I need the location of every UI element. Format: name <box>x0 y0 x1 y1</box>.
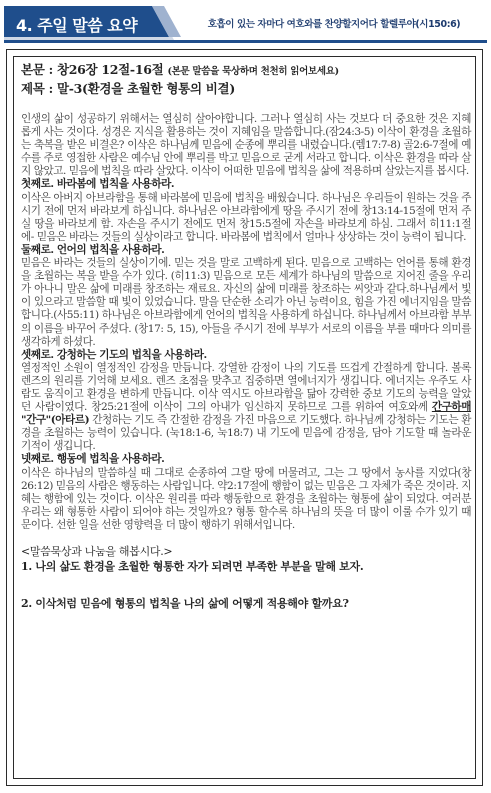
scripture-line <box>21 61 471 80</box>
keyword-ganguhamae: 간구하매 <box>431 401 471 414</box>
section-title: 4. 주일 말씀 요약 <box>16 16 138 35</box>
scripture-note: (본문 말씀을 묵상하며 천천히 읽어보세요) <box>167 66 339 77</box>
header-verse: 호흡이 있는 자마다 여호와를 찬양할지어다 할렐루야(시150:6) <box>207 19 461 30</box>
header-underline <box>4 40 487 43</box>
sermon-body <box>21 113 471 532</box>
section-4-heading: 넷째로. 행동에 법칙을 사용하라. <box>21 453 165 466</box>
section-1-text: 이삭은 아버지 아브라함을 통해 바라봄에 믿음에 법칙을 배웠습니다. 하나님은 우리들이 원하는 것을 주시기 전에 먼저 바라보게 하십니다. 하나님은 아브라함에게 땅을 주시기 전에 창13:14-15절에 먼저 주실 땅을 바라보게 함. 자손을 주시기 전에도 먼저 창15:5절에 자손을 바라보게 하심. 그래서 히11:1절에- 믿음은 바라는 것들의 실상이라고 합니다. 바라봄에 법칙에서 얼마나 상상하는 것이 능력이 됩니다. <box>21 191 471 243</box>
section-1-heading: 첫째로. 바라봄에 법칙을 사용하라. <box>21 178 175 191</box>
section-3-text-b: 간청하는 기도 즉 간절한 감정을 가진 마음으로 기도했다. 하나님께 강청하는 기도는 환경을 초월하는 능력이 있습니다. (눅18:1-6, 눅18:7) 내 기도에 믿음에 감정을, 담아 기도할 때 놀라운 기적이 생깁니다. <box>21 414 471 453</box>
section-3-text-a: 열정적인 소원이 열정적인 감정을 만듭니다. 강열한 감정이 나의 기도를 뜨겁게 간절하게 합니다. 볼록렌즈의 원리를 기억해 보세요. 렌즈 초점을 맞추고 집중하면 열에너지가 생깁니다. 에너지는 우주도 사람도 움직이고 환경을 변하게 만듭니다. 이삭 역시도 아브라함을 닮아 강력한 중보 기도의 능력을 알았던 사람이였다. 창25:21절에 이삭이 그의 아내가 임신하지 못하므로 그를 위하여 여호와께 <box>21 361 471 414</box>
discussion-question-1: 1. 나의 삶도 환경을 초월한 형통한 자가 되려면 부족한 부분을 말해 보자. <box>21 560 364 573</box>
section-4-text: 이삭은 하나님의 말씀하실 때 그대로 순종하여 그랄 땅에 머물려고, 그는 그 땅에서 농사를 지었다(창26:12) 믿음의 사람은 행동하는 사람입니다. 약2:17절에 행함이 없는 믿음은 그 자체가 죽은 것이라. 지혜는 행함에 있는 것이다. 이삭은 원리를 따라 행동함으로 환경을 초월하는 형통에 삶이 되었다. 여러분 우리는 왜 형통한 사람이 되어야 하는 것일까요? 형통 할수록 하나님의 뜻을 더 많이 이룰 수가 있기 때문이다. 선한 일을 선한 영향력을 더 많이 행하기 위해서입니다. <box>21 466 471 531</box>
intro-paragraph: 인생의 삶이 성공하기 위해서는 열심히 살아야합니다. 그러나 열심히 사는 것보다 더 중요한 것은 지혜롭게 사는 것이다. 성경은 지식을 활용하는 것이 지혜임을 말씀합니다.(잠24:3-5) 이삭이 환경을 초월하는 축복을 받은 비결은? 이삭은 하나님께 믿음에 순종에 뿌리를 내렸습니다.(렘17:7-8) 골2:6-7절에 예수를 주로 영접한 사람은 예수님 안에 뿌리를 박고 믿음으로 굳게 서라고 합니다. 이삭은 환경을 따라 살지 않았고. 믿음에 법칙을 따라 살았다. 이삭이 어떠한 믿음에 법칙을 삶에 적용하며 살았는지를 봅시다. <box>21 113 471 178</box>
keyword-gangu: "간구"(아타르) <box>21 414 90 427</box>
section-3-heading: 셋째로. 강청하는 기도의 법칙을 사용하라. <box>21 348 207 361</box>
scripture: 본문 : 창26장 12절-16절 <box>21 62 164 77</box>
section-2-heading: 둘째로. 언어의 법칙을 사용하라. <box>21 243 165 256</box>
discussion-section <box>21 544 471 611</box>
discussion-heading: <말씀묵상과 나눔을 해봅시다.> <box>21 545 173 558</box>
sermon-summary-box <box>6 49 483 786</box>
section-2-text: 믿음은 바라는 것들의 실상이기에. 믿는 것을 말로 고백하게 된다. 믿음으로 고백하는 언어를 통해 환경을 초월하는 복을 받을 수가 있다. (히11:3) 믿음으로 모든 세계가 하나님의 말씀으로 지어진 줄을 우리가 아나니 말은 삶에 미래를 창조하는 재료요. 자신의 삶에 미래를 창조하는 씨앗과 같다.하나님께서 빛이 있으라고 말씀할 때 빛이 있었습니다. 말을 단순한 소리가 아닌 능력이요, 힘을 가진 에너지임을 말씀합니다.(사55:11) 하나님은 아브라함에게 언어의 법칙을 사용하게 하십니다. 하나님께서 아브라함 부부의 이름을 바꾸어 주셨다. (창17: 5, 15), 아들을 주시기 전에 부부가 서로의 이름을 부를 때마다 의미를 생각하게 하셨다. <box>21 257 471 348</box>
sermon-title: 제목 : 말-3(환경을 초월한 형통의 비결) <box>21 81 235 96</box>
discussion-question-2: 2. 이삭처럼 믿음에 형통의 법칙을 나의 삶에 어떻게 적용해야 할까요? <box>21 597 349 610</box>
section-header <box>4 4 487 44</box>
section-3-text <box>21 362 471 454</box>
sermon-content <box>21 61 471 611</box>
